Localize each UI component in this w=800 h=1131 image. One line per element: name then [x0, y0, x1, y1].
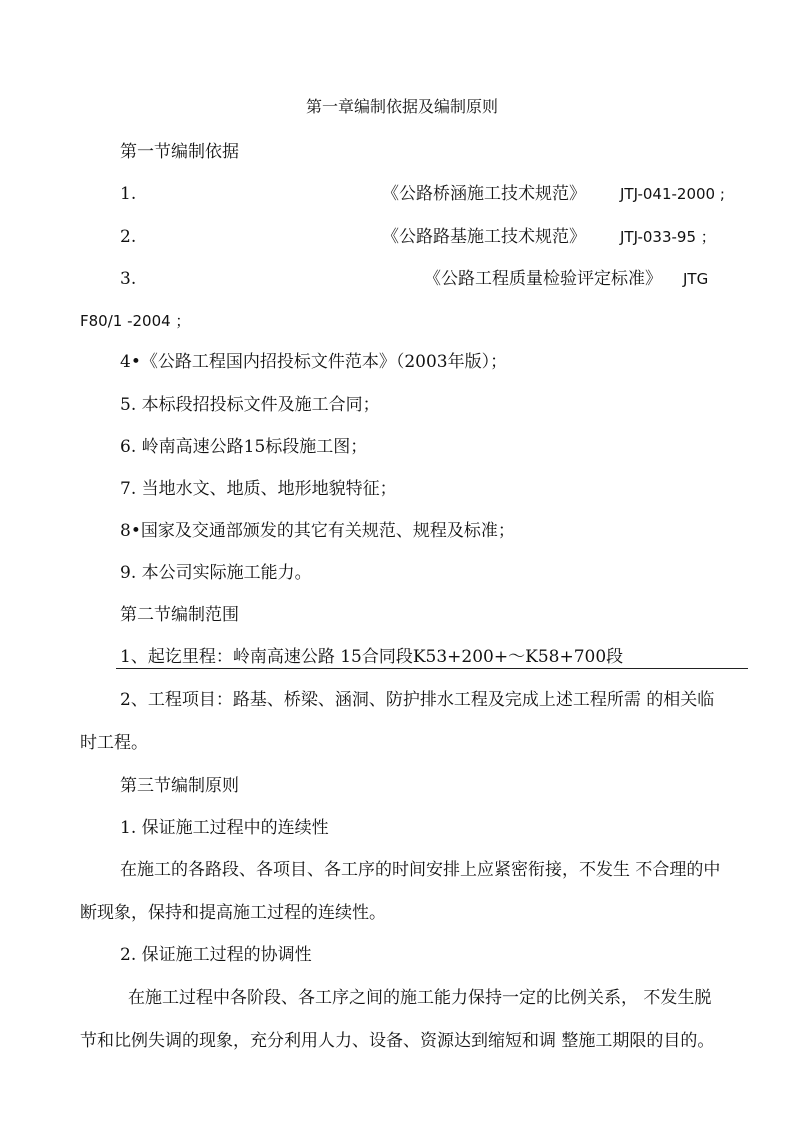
- basis-item-8: 8•国家及交通部颁发的其它有关规范、规程及标准；: [120, 521, 515, 541]
- principle-2-line-1: 在施工过程中各阶段、各工序之间的施工能力保持一定的比例关系， 不发生脱: [128, 988, 712, 1008]
- basis-item-5: 5. 本标段招投标文件及施工合同；: [120, 395, 380, 415]
- chapter-title: 第一章编制依据及编制原则: [306, 97, 499, 116]
- basis-item-3-code: JTG: [683, 270, 709, 288]
- basis-item-1-title: 《公路桥涵施工技术规范》: [382, 184, 586, 204]
- horizontal-rule: [116, 668, 748, 669]
- basis-item-4: 4•《公路工程国内招投标文件范本》（2003年版）；: [120, 352, 508, 372]
- basis-item-1-number: 1.: [120, 184, 137, 204]
- section-1-heading: 第一节编制依据: [120, 142, 239, 162]
- basis-item-7: 7. 当地水文、地质、地形地貌特征；: [120, 479, 397, 499]
- basis-item-3-title: 《公路工程质量检验评定标准》: [424, 269, 662, 289]
- scope-item-2-line-2: 时工程。: [80, 733, 148, 753]
- principle-1-line-1: 在施工的各路段、各项目、各工序的时间安排上应紧密衔接，不发生 不合理的中: [120, 860, 721, 880]
- basis-item-2-number: 2.: [120, 227, 137, 247]
- basis-item-6: 6. 岭南高速公路15标段施工图；: [120, 437, 368, 457]
- scope-item-1: 1、起讫里程：岭南高速公路 15合同段K53+200+～K58+700段: [120, 647, 624, 667]
- principle-2-line-2: 节和比例失调的现象，充分利用人力、设备、资源达到缩短和调 整施工期限的目的。: [80, 1031, 715, 1051]
- principle-2-title: 2. 保证施工过程的协调性: [120, 945, 312, 965]
- basis-item-2-title: 《公路路基施工技术规范》: [382, 227, 586, 247]
- basis-item-1-code: JTJ-041-2000 ;: [620, 185, 725, 203]
- section-3-heading: 第三节编制原则: [120, 776, 239, 796]
- basis-item-2-code: JTJ-033-95 ；: [620, 228, 716, 246]
- section-2-heading: 第二节编制范围: [120, 605, 239, 625]
- principle-1-title: 1. 保证施工过程中的连续性: [120, 818, 329, 838]
- basis-item-9: 9. 本公司实际施工能力。: [120, 563, 312, 583]
- scope-item-2-line-1: 2、工程项目：路基、桥梁、涵洞、防护排水工程及完成上述工程所需 的相关临: [120, 690, 715, 710]
- basis-item-3-number: 3.: [120, 269, 137, 289]
- basis-item-3-code-cont: F80/1 -2004 ；: [80, 312, 191, 330]
- principle-1-line-2: 断现象，保持和提高施工过程的连续性。: [80, 903, 386, 923]
